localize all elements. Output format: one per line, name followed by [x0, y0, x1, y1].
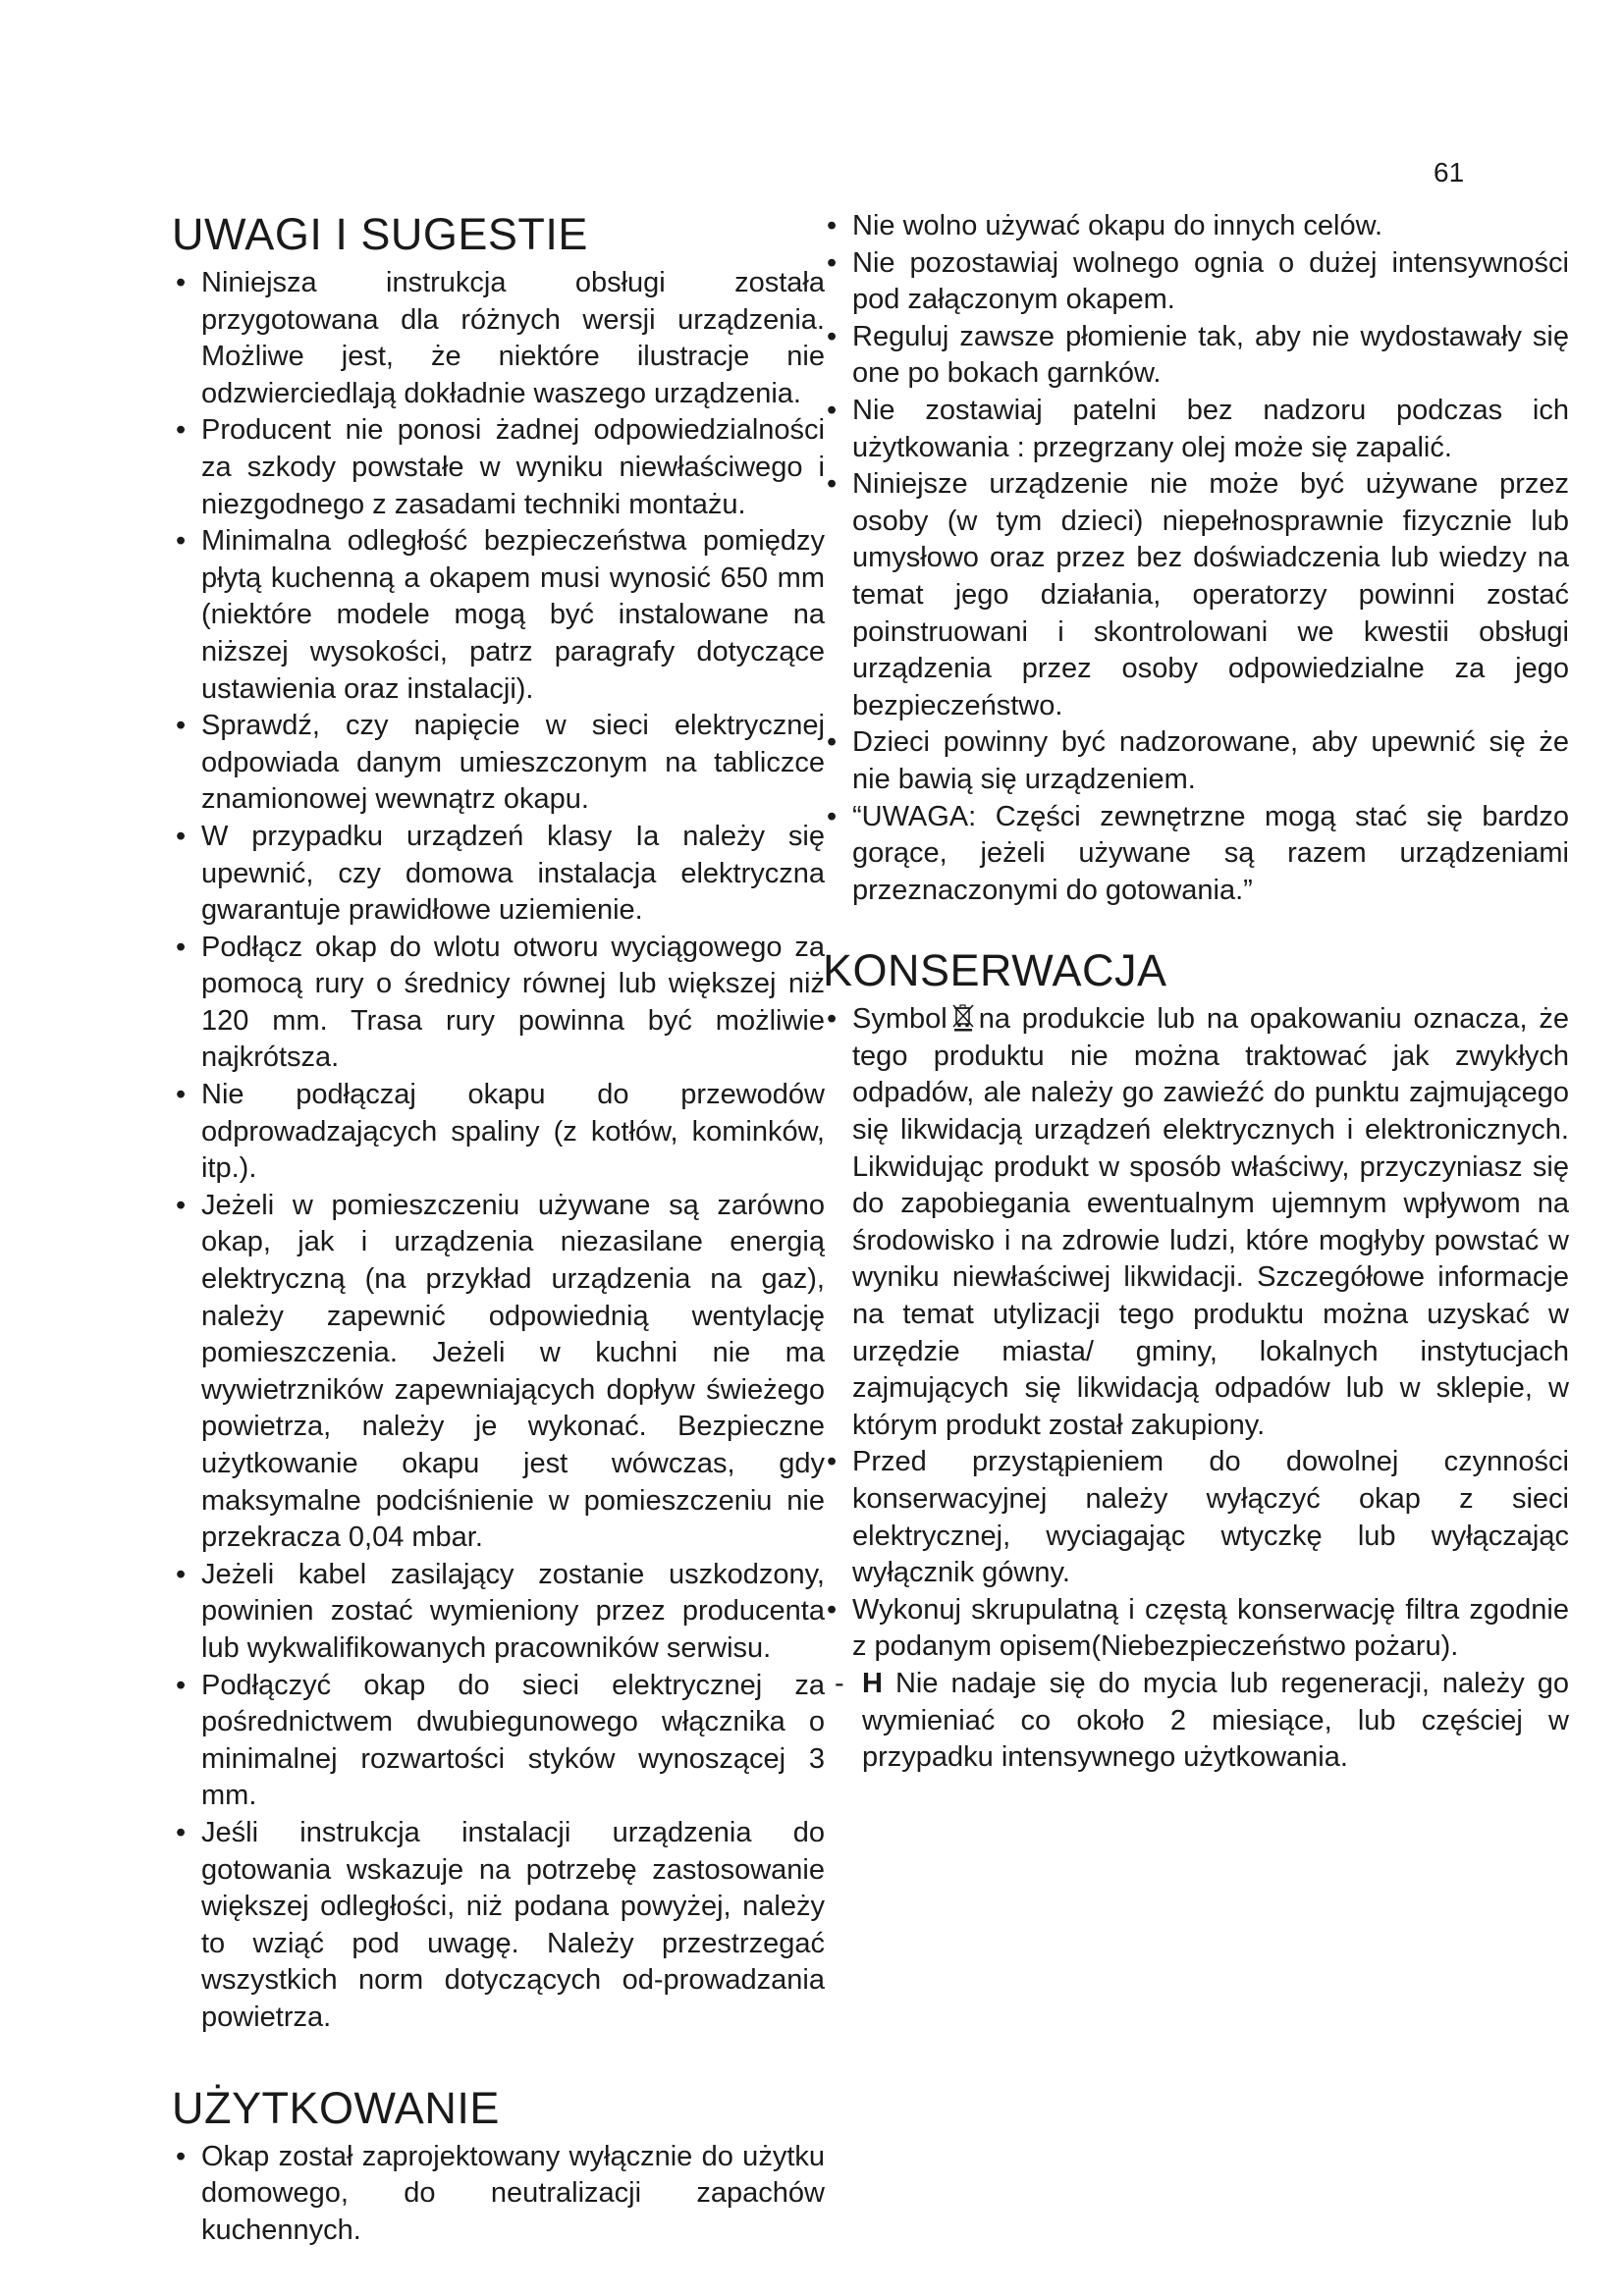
- list-item: • Nie wolno używać okapu do innych celów.: [823, 208, 1569, 245]
- list-item: • Podłączyć okap do sieci elektrycznej za pośrednictwem dwubiegunowego włącznika o minimalnej rozwartości styków wynoszącej 3 mm.: [172, 1668, 825, 1815]
- list-item: • Sprawdź, czy napięcie w sieci elektrycznej odpowiada danym umieszczonym na tabliczce znamionowej wewnątrz okapu.: [172, 708, 825, 819]
- section-title-uzytkowanie: UŻYTKOWANIE: [172, 2082, 500, 2133]
- section-uzytkowanie: [172, 2082, 825, 2250]
- section-title-uwagi: UWAGI I SUGESTIE: [172, 209, 588, 259]
- list-item: • Producent nie ponosi żadnej odpowiedzialności za szkody powstałe w wyniku niewłaściwego i niezgodnego z zasadami techniki montażu.: [172, 412, 825, 523]
- list-item: • Minimalna odległość bezpieczeństwa pomiędzy płytą kuchenną a okapem musi wynosić 650 mm (niektóre modele mogą być instalowane na niższej wysokości, patrz paragrafy dotyczące ustawienia oraz instalacji).: [172, 523, 825, 708]
- filter-label: H: [862, 1667, 883, 1699]
- list-item: • Reguluj zawsze płomienie tak, aby nie wydostawały się one po bokach garnków.: [823, 319, 1569, 393]
- list-item: • Dzieci powinny być nadzorowane, aby upewnić się że nie bawią się urządzeniem.: [823, 724, 1569, 798]
- list-item: • Niniejsza instrukcja obsługi została przygotowana dla różnych wersji urządzenia. Możliwe jest, że niektóre ilustracje nie odzwierciedlają dokładnie waszego urządzenia.: [172, 265, 825, 412]
- symbol-label: Symbol: [852, 1003, 947, 1036]
- section-uzytkowanie-continued: [823, 208, 1569, 909]
- section-title-konserwacja: KONSERWACJA: [823, 945, 1167, 996]
- list-item: • Nie zostawiaj patelni bez nadzoru podczas ich użytkowania : przegrzany olej może się zapalić.: [823, 393, 1569, 466]
- list-item: • Nie podłączaj okapu do przewodów odprowadzających spaliny (z kotłów, kominków, itp.).: [172, 1077, 825, 1188]
- section-konserwacja: [823, 944, 1569, 1776]
- list-item: • Niniejsze urządzenie nie może być używane przez osoby (w tym dzieci) niepełnosprawnie fizycznie lub umysłowo oraz przez bez doświadczenia lub wiedzy na temat jego działania, operatorzy powinni zostać poinstruowani i skontrolowani we kwestii obsługi urządzenia przez osoby odpowiedzialne za jego bezpieczeństwo.: [823, 466, 1569, 724]
- konserwacja-list: [823, 1001, 1569, 1776]
- list-item-symbol: [823, 1001, 1569, 1444]
- filter-text: Nie nadaje się do mycia lub regeneracji, należy go wymieniać co około 2 miesiące, lub częściej w przypadku intensywnego użytkowania.: [862, 1667, 1569, 1774]
- list-item: • Jeśli instrukcja instalacji urządzenia do gotowania wskazuje na potrzebę zastosowanie większej odległości, niż podana powyżej, należy to wziąć pod uwagę. Należy przestrzegać wszystkich norm dotyczących od-prowadzania powietrza.: [172, 1815, 825, 2037]
- right-column: [823, 208, 1569, 1812]
- list-item: • W przypadku urządzeń klasy Ia należy się upewnić, czy domowa instalacja elektryczna gwarantuje prawidłowe uziemienie.: [172, 819, 825, 930]
- uzytkowanie-list-right: [823, 208, 1569, 909]
- list-item: • Okap został zaprojektowany wyłącznie do użytku domowego, do neutralizacji zapachów kuchennych.: [172, 2139, 825, 2250]
- section-uwagi: [172, 208, 825, 2037]
- crossed-out-wheelie-bin-icon: [951, 1002, 975, 1032]
- list-item: • “UWAGA: Części zewnętrzne mogą stać się bardzo gorące, jeżeli używane są razem urządzeniami przeznaczonymi do gotowania.”: [823, 799, 1569, 910]
- symbol-text: na produkcie lub na opakowaniu oznacza, że tego produktu nie można traktować jak zwykłych odpadów, ale należy go zawieźć do punktu zajmującego się likwidacją urządzeń elektrycznych i elektronicznych. Likwidując produkt w sposób właściwy, przyczyniasz się do zapobiegania ewentualnym ujemnym wpływom na środowisko i na zdrowie ludzi, które mogłyby powstać w wyniku niewłaściwej likwidacji. Szczegółowe informacje na temat utylizacji tego produktu można uzyskać w urzędzie miasta/ gminy, lokalnych instytucjach zajmujących się likwidacją odpadów lub w sklepie, w którym produkt został zakupiony.: [852, 1003, 1569, 1441]
- uwagi-list: [172, 265, 825, 2037]
- list-item: • Wykonuj skrupulatną i częstą konserwację filtra zgodnie z podanym opisem(Niebezpieczeństwo pożaru).: [823, 1592, 1569, 1666]
- list-item: • Podłącz okap do wlotu otworu wyciągowego za pomocą rury o średnicy równej lub większej niż 120 mm. Trasa rury powinna być możliwie najkrótsza.: [172, 930, 825, 1077]
- list-item: • Nie pozostawiaj wolnego ognia o dużej intensywności pod załączonym okapem.: [823, 245, 1569, 319]
- list-item: • Jeżeli kabel zasilający zostanie uszkodzony, powinien zostać wymieniony przez producenta lub wykwalifikowanych pracowników serwisu.: [172, 1557, 825, 1668]
- left-column: [172, 208, 825, 2294]
- filter-sub-item: [823, 1666, 1569, 1777]
- list-item: • Jeżeli w pomieszczeniu używane są zarówno okap, jak i urządzenia niezasilane energią elektryczną (na przykład urządzenia na gaz), należy zapewnić odpowiednią wentylację pomieszczenia. Jeżeli w kuchni nie ma wywietrzników zapewniających dopływ świeżego powietrza, należy je wykonać. Bezpieczne użytkowanie okapu jest wówczas, gdy maksymalne podciśnienie w pomieszczeniu nie przekracza 0,04 mbar.: [172, 1188, 825, 1557]
- uzytkowanie-list-left: [172, 2139, 825, 2250]
- page-number: 61: [1434, 157, 1465, 187]
- list-item: • Przed przystąpieniem do dowolnej czynności konserwacyjnej należy wyłączyć okap z sieci elektrycznej, wyciagając wtyczkę lub wyłączając wyłącznik gówny.: [823, 1444, 1569, 1591]
